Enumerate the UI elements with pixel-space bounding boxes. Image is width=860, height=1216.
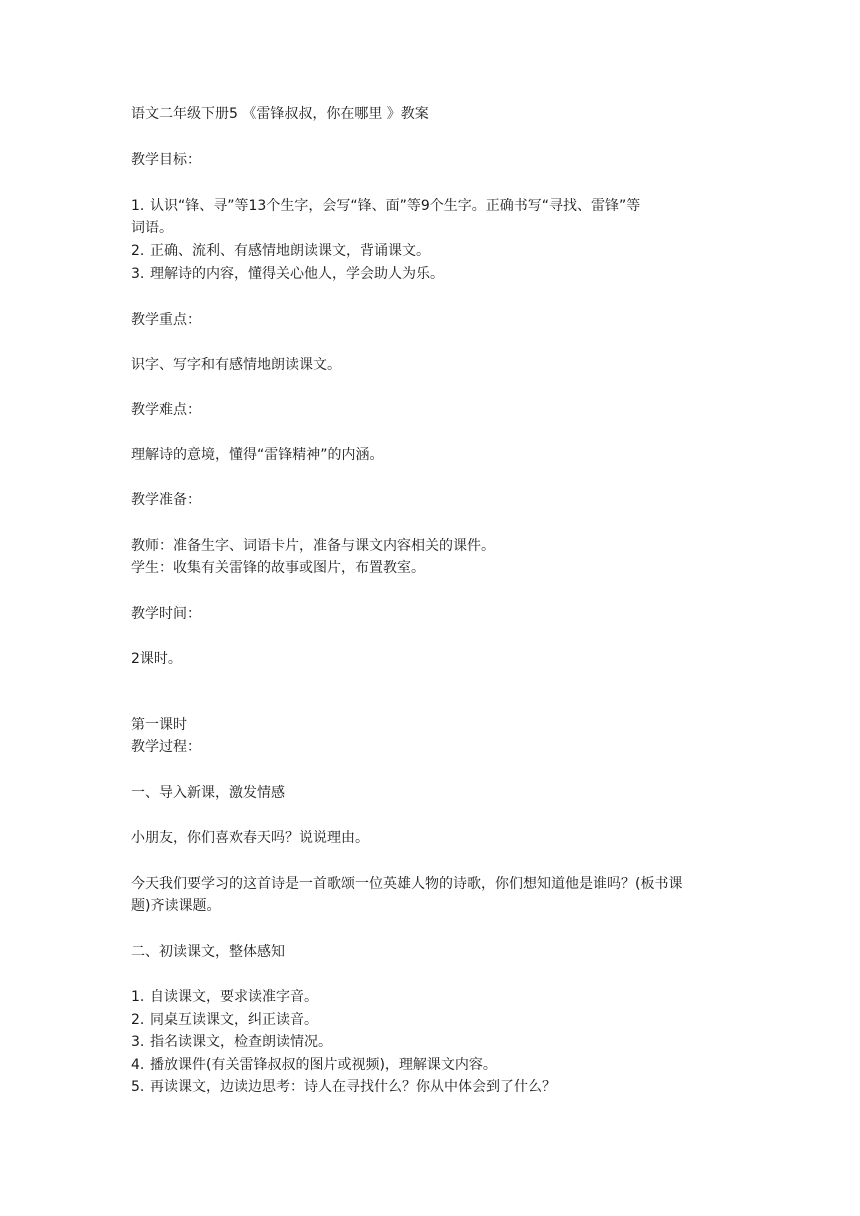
list-item <box>131 1032 332 1052</box>
list-item <box>131 241 430 261</box>
list-item <box>131 1055 497 1075</box>
list-number: 2. <box>131 243 145 259</box>
list-item <box>131 196 640 216</box>
section-heading: 一、导入新课，激发情感 <box>131 785 285 801</box>
lesson-title: 第一课时 <box>131 717 187 733</box>
list-text: 再读课文，边读边思考：诗人在寻找什么？你从中体会到了什么？ <box>150 1079 556 1095</box>
paragraph: 小朋友，你们喜欢春天吗？说说理由。 <box>131 830 369 846</box>
paragraph: 今天我们要学习的这首诗是一首歌颂一位英雄人物的诗歌，你们想知道他是谁吗？(板书课 <box>131 876 683 892</box>
key-points-text: 识字、写字和有感情地朗读课文。 <box>131 357 341 373</box>
list-text: 正确、流利、有感情地朗读课文，背诵课文。 <box>150 243 430 259</box>
list-text: 播放课件(有关雷锋叔叔的图片或视频)，理解课文内容。 <box>150 1057 497 1073</box>
list-item <box>131 987 318 1007</box>
list-item <box>131 264 444 284</box>
difficulties-text: 理解诗的意境，懂得“雷锋精神”的内涵。 <box>131 447 384 463</box>
time-heading: 教学时间： <box>131 606 201 622</box>
section-heading: 二、初读课文，整体感知 <box>131 944 285 960</box>
list-number: 5. <box>131 1079 145 1095</box>
time-text: 2课时。 <box>131 651 182 667</box>
list-item <box>131 1010 318 1030</box>
preparation-student: 学生：收集有关雷锋的故事或图片，布置教室。 <box>131 560 425 576</box>
list-text: 同桌互读课文，纠正读音。 <box>150 1012 318 1028</box>
list-number: 4. <box>131 1057 145 1073</box>
list-number: 2. <box>131 1012 145 1028</box>
paragraph-continuation: 题)齐读课题。 <box>131 898 221 914</box>
preparation-heading: 教学准备： <box>131 492 201 508</box>
preparation-teacher: 教师：准备生字、词语卡片，准备与课文内容相关的课件。 <box>131 538 495 554</box>
process-heading: 教学过程： <box>131 739 201 755</box>
list-text: 认识“锋、寻”等13个生字，会写“锋、面”等9个生字。正确书写“寻找、雷锋”等 <box>150 198 641 214</box>
document-title: 语文二年级下册5 《雷锋叔叔，你在哪里 》教案 <box>131 106 429 122</box>
list-number: 1. <box>131 198 145 214</box>
list-item-continuation: 词语。 <box>131 220 173 236</box>
list-number: 3. <box>131 266 145 282</box>
list-number: 3. <box>131 1034 145 1050</box>
list-text: 理解诗的内容，懂得关心他人，学会助人为乐。 <box>150 266 444 282</box>
objectives-heading: 教学目标： <box>131 152 201 168</box>
key-points-heading: 教学重点： <box>131 312 201 328</box>
list-item <box>131 1077 556 1097</box>
list-text: 指名读课文，检查朗读情况。 <box>150 1034 332 1050</box>
list-text: 自读课文，要求读准字音。 <box>150 989 318 1005</box>
list-number: 1. <box>131 989 145 1005</box>
difficulties-heading: 教学难点： <box>131 402 201 418</box>
